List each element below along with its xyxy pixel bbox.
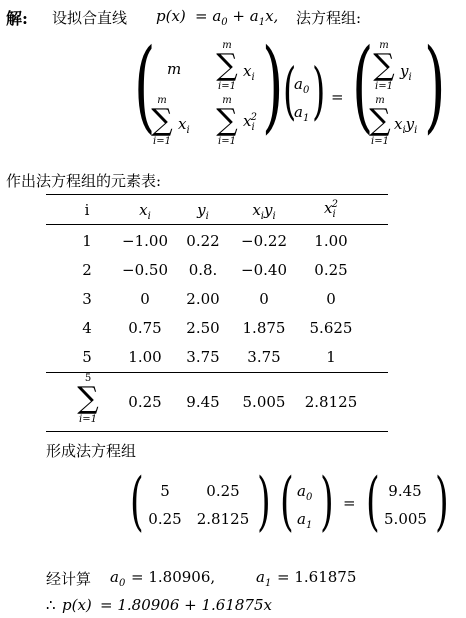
vec-a1: $a_1$ (294, 103, 310, 124)
table-cell: 0 (259, 290, 269, 308)
table-cell: 1.875 (242, 319, 286, 337)
system-b2: 5.005 (384, 510, 427, 528)
vec-a-right-paren: ) (312, 54, 326, 127)
system-m21: 0.25 (148, 510, 182, 528)
result-a1-symbol: $a_1$ (256, 568, 272, 589)
table-header-xi: $x_i$ (139, 201, 151, 222)
system-a-right-paren: ) (320, 465, 334, 539)
table-sum-cell: 2.8125 (304, 393, 358, 411)
matrix-xi-top: $x_i$ (243, 62, 255, 83)
solution-label: 解: (6, 9, 28, 28)
table-header-xi2: $x_i^2$ (323, 199, 339, 220)
table-header-yi: $y_i$ (197, 201, 209, 222)
table-cell: 3 (82, 290, 92, 308)
result-a0-symbol: $a_0$ (110, 568, 126, 589)
table-top-rule (46, 194, 388, 195)
system-b-right-paren: ) (435, 465, 449, 539)
table-caption: 作出法方程组的元素表: (6, 172, 162, 190)
matrix-m: m (167, 60, 182, 78)
result-a1-number: 1.61875 (294, 568, 357, 586)
table-header-xiyi: $x_iy_i$ (252, 201, 276, 222)
table-cell: 0.75 (128, 319, 162, 337)
model-rhs: = $a_0 + a_1x$, (195, 7, 279, 28)
table-sum-symbol: 5 ∑ i=1 (77, 373, 99, 425)
final-rhs: = 1.80906 + 1.61875x (100, 596, 272, 614)
table-cell: 0 (140, 290, 150, 308)
model-lhs: p(x) (156, 7, 186, 25)
matrix-equals: = (331, 88, 344, 106)
system-m22: 2.8125 (196, 510, 250, 528)
system-m11: 5 (160, 482, 170, 500)
table-sum-cell: 0.25 (128, 393, 162, 411)
intro-text-2: 法方程组: (296, 9, 362, 27)
result-a1-value: = 1.61875 (277, 568, 357, 586)
table-bottom-rule (46, 431, 388, 432)
table-sum-cell: 9.45 (186, 393, 220, 411)
system-a1: $a_1$ (297, 510, 313, 531)
table-cell: −1.00 (122, 232, 168, 250)
system-m12: 0.25 (206, 482, 240, 500)
intro-text: 设拟合直线 (52, 9, 128, 27)
system-right-paren: ) (257, 465, 271, 539)
rhs-left-paren: ( (352, 27, 374, 144)
table-cell: 2.50 (186, 319, 220, 337)
table-cell: 1 (82, 232, 92, 250)
table-cell: 0.8. (188, 261, 218, 279)
result-label: 经计算 (46, 570, 92, 588)
vec-a0: $a_0$ (294, 75, 310, 96)
table-sum-cell: 5.005 (242, 393, 286, 411)
sum-xiyi: m ∑ i=1 (369, 95, 391, 147)
system-equals: = (343, 494, 356, 512)
table-cell: 5.625 (309, 319, 353, 337)
sum-xi-bottom: m ∑ i=1 (151, 95, 173, 147)
matrix-xi2: $x_i^2$ (243, 112, 258, 133)
table-cell: 0.22 (186, 232, 220, 250)
rhs-xiyi: $x_iy_i$ (394, 115, 418, 136)
table-cell: −0.50 (122, 261, 168, 279)
final-lhs: p(x) (62, 596, 92, 614)
sum-xi2: m ∑ i=1 (216, 95, 238, 147)
table-cell: −0.22 (241, 232, 287, 250)
system-left-paren: ( (130, 465, 144, 539)
matrix-left-paren: ( (134, 27, 156, 144)
system-b-left-paren: ( (366, 465, 380, 539)
result-a0-value: = 1.80906, (131, 568, 216, 586)
table-cell: 5 (82, 348, 92, 366)
matrix-xi-bottom: $x_i$ (178, 115, 190, 136)
table-cell: 1 (326, 348, 336, 366)
table-cell: 1.00 (128, 348, 162, 366)
system-a-left-paren: ( (280, 465, 294, 539)
rhs-yi: $y_i$ (400, 62, 412, 83)
system-b1: 9.45 (388, 482, 422, 500)
table-cell: 3.75 (247, 348, 281, 366)
sum-xi-top: m ∑ i=1 (216, 40, 238, 92)
table-cell: 2.00 (186, 290, 220, 308)
system-a0: $a_0$ (297, 482, 313, 503)
table-cell: 0.25 (314, 261, 348, 279)
vec-a-left-paren: ( (283, 54, 297, 127)
form-label: 形成法方程组 (46, 442, 137, 460)
table-cell: 1.00 (314, 232, 348, 250)
therefore-symbol: ∴ (46, 596, 56, 614)
sum-yi: m ∑ i=1 (373, 40, 395, 92)
table-header-i: i (84, 201, 90, 219)
table-cell: −0.40 (241, 261, 287, 279)
result-a0-number: 1.80906, (148, 568, 216, 586)
table-header-rule (46, 224, 388, 225)
matrix-right-paren: ) (262, 27, 284, 144)
table-cell: 0 (326, 290, 336, 308)
table-cell: 4 (82, 319, 92, 337)
table-cell: 3.75 (186, 348, 220, 366)
table-cell: 2 (82, 261, 92, 279)
rhs-right-paren: ) (424, 27, 446, 144)
